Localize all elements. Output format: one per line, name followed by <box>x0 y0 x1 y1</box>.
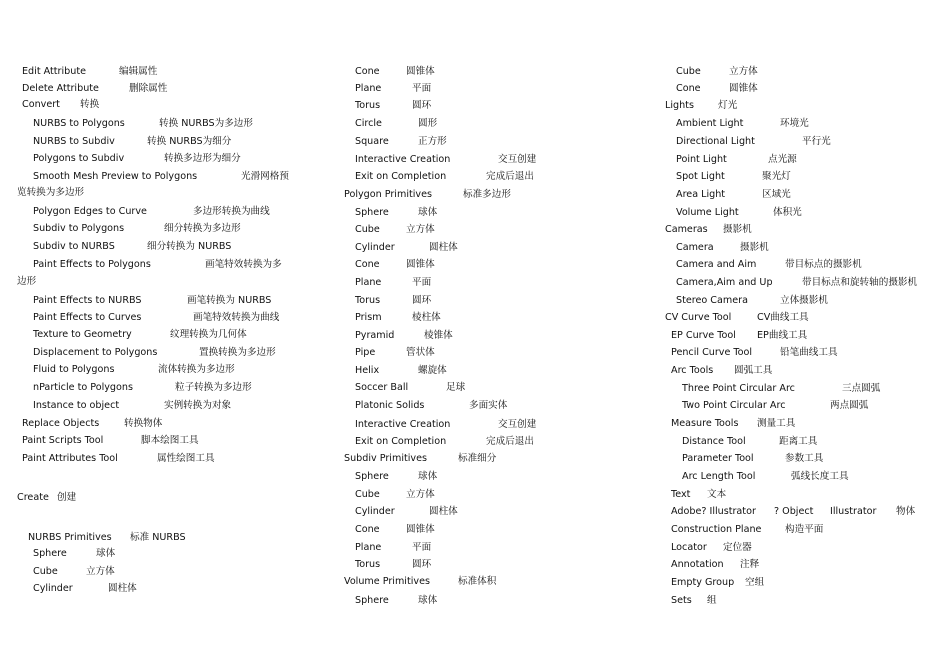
menu-item-translation: 圆弧工具 <box>734 365 773 376</box>
menu-item-label: Torus <box>355 559 381 570</box>
menu-item-translation: CV曲线工具 <box>757 312 809 323</box>
menu-item-translation: 光滑网格预 <box>241 171 289 182</box>
menu-item-translation: 管状体 <box>406 347 435 358</box>
menu-item-translation: 组 <box>707 595 717 606</box>
menu-item-label: Exit on Completion <box>355 171 447 182</box>
menu-item-label: Pipe <box>355 347 376 358</box>
menu-item-translation: 圆锥体 <box>406 66 435 77</box>
menu-item-label: NURBS to Polygons <box>33 118 125 129</box>
menu-item-translation: 完成后退出 <box>486 171 534 182</box>
menu-item-translation: 编辑属性 <box>119 66 158 77</box>
menu-item-translation: 圆环 <box>412 559 432 570</box>
menu-item-label: Three Point Circular Arc <box>682 383 795 394</box>
menu-item-label: Sets <box>671 595 692 606</box>
menu-item-translation: 标准细分 <box>458 453 497 464</box>
menu-item-label: Plane <box>355 83 382 94</box>
menu-item-translation: 细分转换为多边形 <box>164 223 241 234</box>
menu-item-translation: 圆柱体 <box>429 506 458 517</box>
menu-item-translation: 点光源 <box>768 154 797 165</box>
menu-item-label: Cylinder <box>355 506 395 517</box>
menu-item-label: Smooth Mesh Preview to Polygons <box>33 171 198 182</box>
menu-item-label: NURBS to Subdiv <box>33 136 115 147</box>
menu-item-label: Prism <box>355 312 382 323</box>
menu-item-translation: 摄影机 <box>723 224 752 235</box>
menu-item-translation: 立方体 <box>406 224 435 235</box>
menu-item-translation: 立方体 <box>406 489 435 500</box>
menu-item-translation: 球体 <box>418 207 438 218</box>
menu-item-translation: 参数工具 <box>785 453 824 464</box>
menu-item-label: Locator <box>671 542 707 553</box>
menu-item-label: Paint Scripts Tool <box>22 435 104 446</box>
menu-item-label: Pencil Curve Tool <box>671 347 753 358</box>
menu-item-label: CV Curve Tool <box>665 312 732 323</box>
menu-item-translation: 距离工具 <box>779 436 818 447</box>
menu-item-translation: 标准 NURBS <box>130 532 186 543</box>
menu-item-translation: 圆柱体 <box>108 583 137 594</box>
menu-item-label: Arc Length Tool <box>682 471 756 482</box>
menu-item-label: Instance to object <box>33 400 120 411</box>
menu-item-label: Area Light <box>676 189 726 200</box>
menu-item-label: Point Light <box>676 154 727 165</box>
menu-item-label: Cube <box>33 566 58 577</box>
menu-item-label: Arc Tools <box>671 365 714 376</box>
menu-item-label: Pyramid <box>355 330 395 341</box>
menu-item-label: Subdiv Primitives <box>344 453 427 464</box>
menu-item-label: Cylinder <box>33 583 73 594</box>
menu-item-label: Stereo Camera <box>676 295 748 306</box>
menu-item-translation: 注释 <box>740 559 760 570</box>
menu-item-translation: 细分转换为 NURBS <box>147 241 232 252</box>
menu-item-translation: 测量工具 <box>757 418 796 429</box>
menu-item-label: 边形 <box>17 276 37 287</box>
menu-item-translation: 立方体 <box>729 66 758 77</box>
menu-item-label: Circle <box>355 118 382 129</box>
menu-item-label: Volume Light <box>676 207 739 218</box>
menu-item-label: Soccer Ball <box>355 382 409 393</box>
menu-item-translation: 球体 <box>96 548 116 559</box>
menu-item-label: Sphere <box>355 595 389 606</box>
menu-item-label: Convert <box>22 99 60 110</box>
menu-item-translation: 平行光 <box>802 136 831 147</box>
menu-item-label: Two Point Circular Arc <box>682 400 786 411</box>
menu-item-translation: 交互创建 <box>498 419 537 430</box>
menu-item-translation: 立方体 <box>86 566 115 577</box>
menu-item-label: Square <box>355 136 389 147</box>
menu-item-translation: 标准体积 <box>458 576 497 587</box>
menu-item-translation: 多面实体 <box>469 400 508 411</box>
menu-item-translation: 纹理转换为几何体 <box>170 329 247 340</box>
menu-item-translation: 足球 <box>446 382 466 393</box>
menu-item-translation: 灯光 <box>718 100 738 111</box>
menu-item-label: Fluid to Polygons <box>33 364 115 375</box>
menu-item-label: Texture to Geometry <box>33 329 132 340</box>
menu-item-translation: 圆环 <box>412 100 432 111</box>
menu-item-label: Cone <box>355 259 380 270</box>
menu-item-label: EP Curve Tool <box>671 330 736 341</box>
menu-item-label: Delete Attribute <box>22 83 99 94</box>
menu-item-label: Create <box>17 492 49 503</box>
menu-item-label: Volume Primitives <box>344 576 430 587</box>
menu-item-label: Cube <box>676 66 701 77</box>
menu-item-label: Paint Effects to Curves <box>33 312 142 323</box>
menu-item-label: Cube <box>355 489 380 500</box>
menu-item-label: Polygons to Subdiv <box>33 153 125 164</box>
menu-item-label: Camera <box>676 242 714 253</box>
menu-item-translation: 空组 <box>745 577 765 588</box>
menu-item-label: Adobe? Illustrator <box>671 506 756 517</box>
menu-item-translation: 文本 <box>707 489 727 500</box>
menu-item-label: Plane <box>355 277 382 288</box>
menu-item-translation: 脚本绘图工具 <box>141 435 199 446</box>
menu-item-translation: 摄影机 <box>740 242 769 253</box>
menu-item-translation: 粒子转换为多边形 <box>175 382 252 393</box>
menu-item-translation: 弧线长度工具 <box>791 471 849 482</box>
menu-item-label: Edit Attribute <box>22 66 86 77</box>
menu-item-label: Exit on Completion <box>355 436 447 447</box>
menu-item-label: Polygon Edges to Curve <box>33 206 147 217</box>
menu-item-translation: 画笔特效转换为多 <box>205 259 282 270</box>
menu-item-translation: 删除属性 <box>129 83 168 94</box>
menu-item-translation: 正方形 <box>418 136 447 147</box>
menu-item-label: Camera and Aim <box>676 259 757 270</box>
menu-item-translation: 圆柱体 <box>429 242 458 253</box>
menu-item-translation: 定位器 <box>723 542 752 553</box>
menu-item-translation: 圆锥体 <box>406 259 435 270</box>
menu-item-label: Camera,Aim and Up <box>676 277 773 288</box>
menu-item-translation: 平面 <box>412 277 432 288</box>
menu-item-label: Torus <box>355 295 381 306</box>
menu-item-label: Cube <box>355 224 380 235</box>
menu-item-label: Ambient Light <box>676 118 744 129</box>
menu-item-translation: 转换 <box>80 99 100 110</box>
menu-item-label: Construction Plane <box>671 524 762 535</box>
menu-item-label: Annotation <box>671 559 724 570</box>
menu-item-label: Paint Effects to NURBS <box>33 295 142 306</box>
menu-item-label: Subdiv to Polygons <box>33 223 125 234</box>
menu-item-translation: 完成后退出 <box>486 436 534 447</box>
menu-item-translation: 属性绘图工具 <box>157 453 215 464</box>
menu-item-label: Displacement to Polygons <box>33 347 158 358</box>
menu-item-label: Paint Attributes Tool <box>22 453 118 464</box>
menu-item-label: Lights <box>665 100 694 111</box>
menu-item-label: Cone <box>676 83 701 94</box>
menu-item-translation: EP曲线工具 <box>757 330 808 341</box>
menu-item-label: Empty Group <box>671 577 735 588</box>
menu-item-label: Replace Objects <box>22 418 100 429</box>
menu-item-label: Cone <box>355 66 380 77</box>
menu-item-label: Sphere <box>355 471 389 482</box>
menu-item-label: Spot Light <box>676 171 725 182</box>
menu-item-translation: 圆锥体 <box>406 524 435 535</box>
menu-item-label: Torus <box>355 100 381 111</box>
menu-item-label: Paint Effects to Polygons <box>33 259 151 270</box>
menu-item-label: Distance Tool <box>682 436 746 447</box>
menu-item-label: Cameras <box>665 224 708 235</box>
menu-item-label: Text <box>671 489 691 500</box>
menu-item-translation: ? Object <box>774 506 814 517</box>
menu-item-translation: 转换 NURBS为细分 <box>147 136 232 147</box>
menu-item-translation: 交互创建 <box>498 154 537 165</box>
menu-item-translation: 环境光 <box>780 118 809 129</box>
menu-item-translation: 棱柱体 <box>412 312 441 323</box>
menu-item-translation: 标准多边形 <box>463 189 511 200</box>
menu-item-translation: 置换转换为多边形 <box>199 347 276 358</box>
menu-item-translation: 创建 <box>57 492 77 503</box>
menu-item-translation: 转换 NURBS为多边形 <box>159 118 253 129</box>
menu-item-translation: 三点圆弧 <box>842 383 881 394</box>
menu-item-label: Sphere <box>33 548 67 559</box>
menu-item-translation: 螺旋体 <box>418 365 447 376</box>
menu-item-label: Cylinder <box>355 242 395 253</box>
menu-item-translation: 球体 <box>418 471 438 482</box>
menu-item-translation: 转换多边形为细分 <box>164 153 241 164</box>
menu-item-label: nParticle to Polygons <box>33 382 133 393</box>
menu-item-label: Cone <box>355 524 380 535</box>
menu-item-translation: 区域光 <box>762 189 791 200</box>
menu-item-translation: 铅笔曲线工具 <box>780 347 838 358</box>
menu-item-translation: 圆环 <box>412 295 432 306</box>
menu-item-translation: 球体 <box>418 595 438 606</box>
menu-item-translation: 流体转换为多边形 <box>158 364 235 375</box>
menu-item-translation: 立体摄影机 <box>780 295 828 306</box>
menu-item-label: NURBS Primitives <box>28 532 112 543</box>
menu-item-label: Directional Light <box>676 136 755 147</box>
menu-item-translation: 聚光灯 <box>762 171 791 182</box>
menu-item-label: Subdiv to NURBS <box>33 241 115 252</box>
menu-item-translation: 两点圆弧 <box>830 400 869 411</box>
menu-item-label: Helix <box>355 365 380 376</box>
menu-item-label: Parameter Tool <box>682 453 754 464</box>
menu-item-label: Measure Tools <box>671 418 739 429</box>
menu-item-translation: 带目标点的摄影机 <box>785 259 862 270</box>
menu-item-translation: 平面 <box>412 542 432 553</box>
menu-item-label: Interactive Creation <box>355 154 451 165</box>
menu-item-label: Sphere <box>355 207 389 218</box>
menu-item-translation: 圆锥体 <box>729 83 758 94</box>
menu-item-translation: 画笔特效转换为曲线 <box>193 312 280 323</box>
menu-item-translation: 画笔转换为 NURBS <box>187 295 272 306</box>
menu-item-translation: 平面 <box>412 83 432 94</box>
menu-item-label: Platonic Solids <box>355 400 425 411</box>
menu-item-label: Plane <box>355 542 382 553</box>
menu-item-translation: 构造平面 <box>785 524 824 535</box>
menu-item-translation: 带目标点和旋转轴的摄影机 <box>802 277 918 288</box>
menu-item-translation: 实例转换为对象 <box>164 400 232 411</box>
menu-item-translation: 多边形转换为曲线 <box>193 206 270 217</box>
menu-item-label: 览转换为多边形 <box>17 187 85 198</box>
object-translation: 物体 <box>896 506 916 517</box>
menu-item-translation: 圆形 <box>418 118 438 129</box>
illustrator-label: Illustrator <box>830 506 877 517</box>
menu-item-label: Polygon Primitives <box>344 189 432 200</box>
menu-item-translation: 棱锥体 <box>424 330 453 341</box>
menu-item-label: Interactive Creation <box>355 419 451 430</box>
menu-item-translation: 体积光 <box>773 207 802 218</box>
menu-item-translation: 转换物体 <box>124 418 163 429</box>
